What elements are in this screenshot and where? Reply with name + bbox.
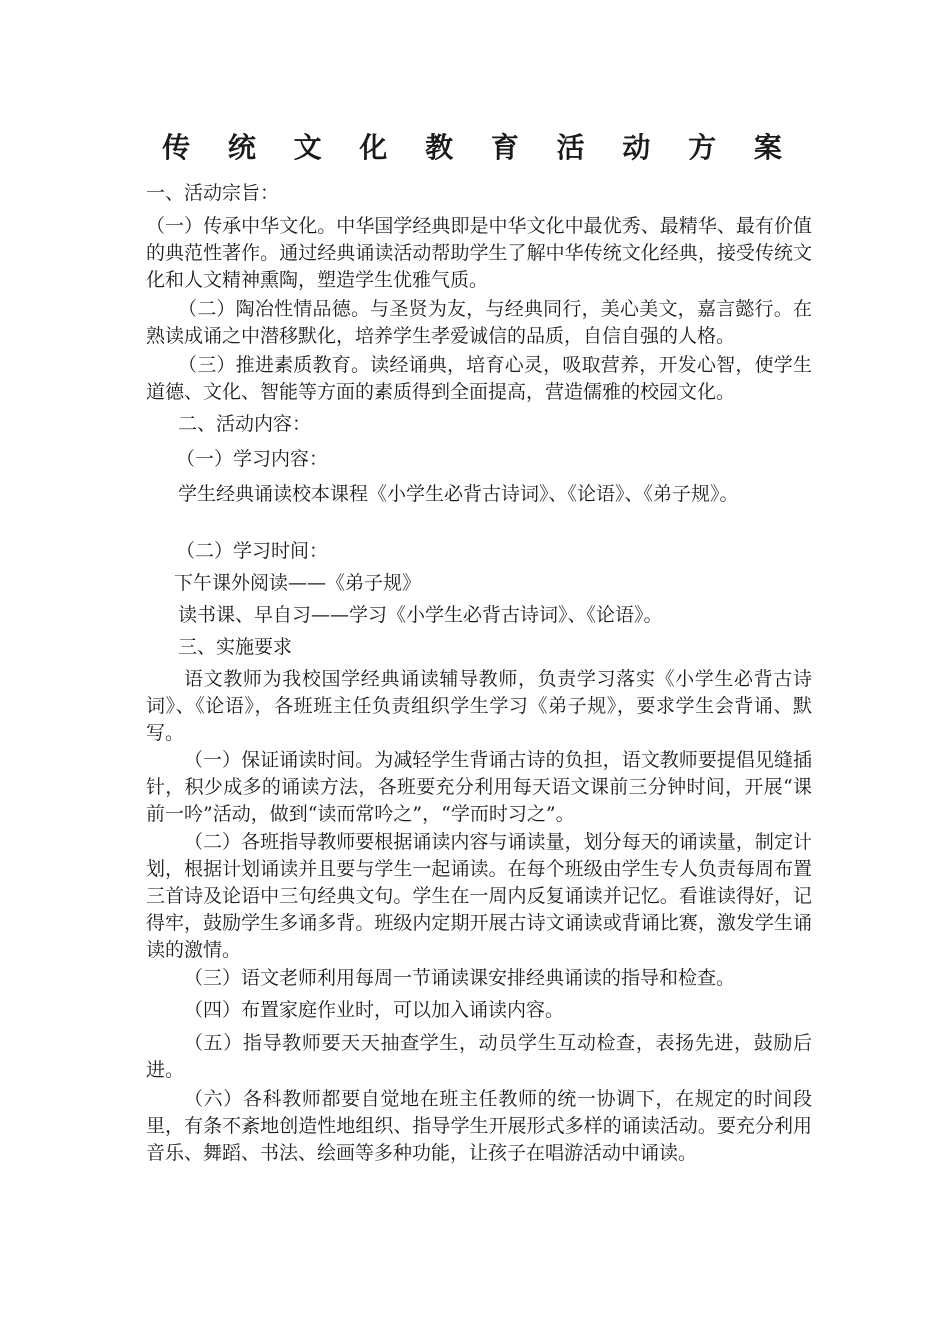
paragraph-3-0: 语文教师为我校国学经典诵读辅导教师，负责学习落实《小学生必背古诗词》、《论语》，各班班主任负责组织学生学习《弟子规》，要求学生会背诵、默写。 [146,668,812,744]
document-title: 传 统 文 化 教 育 活 动 方 案 [162,131,796,164]
paragraph-1-2: （二）陶冶性情品德。与圣贤为友，与经典同行，美心美文，嘉言懿行。在熟读成诵之中潜移默化，培养学生孝爱诚信的品质，自信自强的人格。 [146,298,812,347]
section-2-sub-1-text: 学生经典诵读校本课程《小学生必背古诗词》、《论语》、《弟子规》。 [178,483,739,505]
section-2-sub-2-line-2: 读书课、早自习——学习《小学生必背古诗词》、《论语》。 [178,604,663,626]
section-2-sub-2-heading: （二）学习时间： [176,540,329,562]
section-2-heading: 二、活动内容： [178,413,312,435]
paragraph-3-6: （六）各科教师都要自觉地在班主任教师的统一协调下，在规定的时间段里，有条不紊地创造性地组织、指导学生开展形式多样的诵读活动。要充分利用音乐、舞蹈、书法、绘画等多种功能，让孩子在唱游活动中诵读。 [146,1088,812,1164]
section-2-sub-2-line-1: 下午课外阅读——《弟子规》 [174,572,422,594]
paragraph-3-3: （三）语文老师利用每周一节诵读课安排经典诵读的指导和检查。 [184,967,736,989]
paragraph-3-1: （一）保证诵读时间。为减轻学生背诵古诗的负担，语文教师要提倡见缝插针，积少成多的诵读方法，各班要充分利用每天语文课前三分钟时间，开展“课前一吟”活动，做到“读而常吟之”，“学而时习之”。 [146,749,812,825]
section-3-heading: 三、实施要求 [178,636,293,658]
paragraph-3-5: （五）指导教师要天天抽查学生，动员学生互动检查，表扬先进，鼓励后进。 [146,1032,812,1081]
paragraph-1-1: （一）传承中华文化。中华国学经典即是中华文化中最优秀、最精华、最有价值的典范性著作。通过经典诵读活动帮助学生了解中华传统文化经典，接受传统文化和人文精神熏陶，塑造学生优雅气质。 [146,215,812,291]
section-1-heading: 一、活动宗旨： [146,182,280,204]
paragraph-3-4: （四）布置家庭作业时，可以加入诵读内容。 [184,999,565,1021]
paragraph-3-2: （二）各班指导教师要根据诵读内容与诵读量，划分每天的诵读量，制定计划，根据计划诵读并且要与学生一起诵读。在每个班级由学生专人负责每周布置三首诗及论语中三句经典文句。学生在一周内反复诵读并记忆。看谁读得好，记得牢，鼓励学生多诵多背。班级内定期开展古诗文诵读或背诵比赛，激发学生诵读的激情。 [146,831,812,961]
paragraph-1-3: （三）推进素质教育。读经诵典，培育心灵，吸取营养，开发心智，使学生道德、文化、智能等方面的素质得到全面提高，营造儒雅的校园文化。 [146,354,812,403]
section-2-sub-1-heading: （一）学习内容： [176,448,329,470]
